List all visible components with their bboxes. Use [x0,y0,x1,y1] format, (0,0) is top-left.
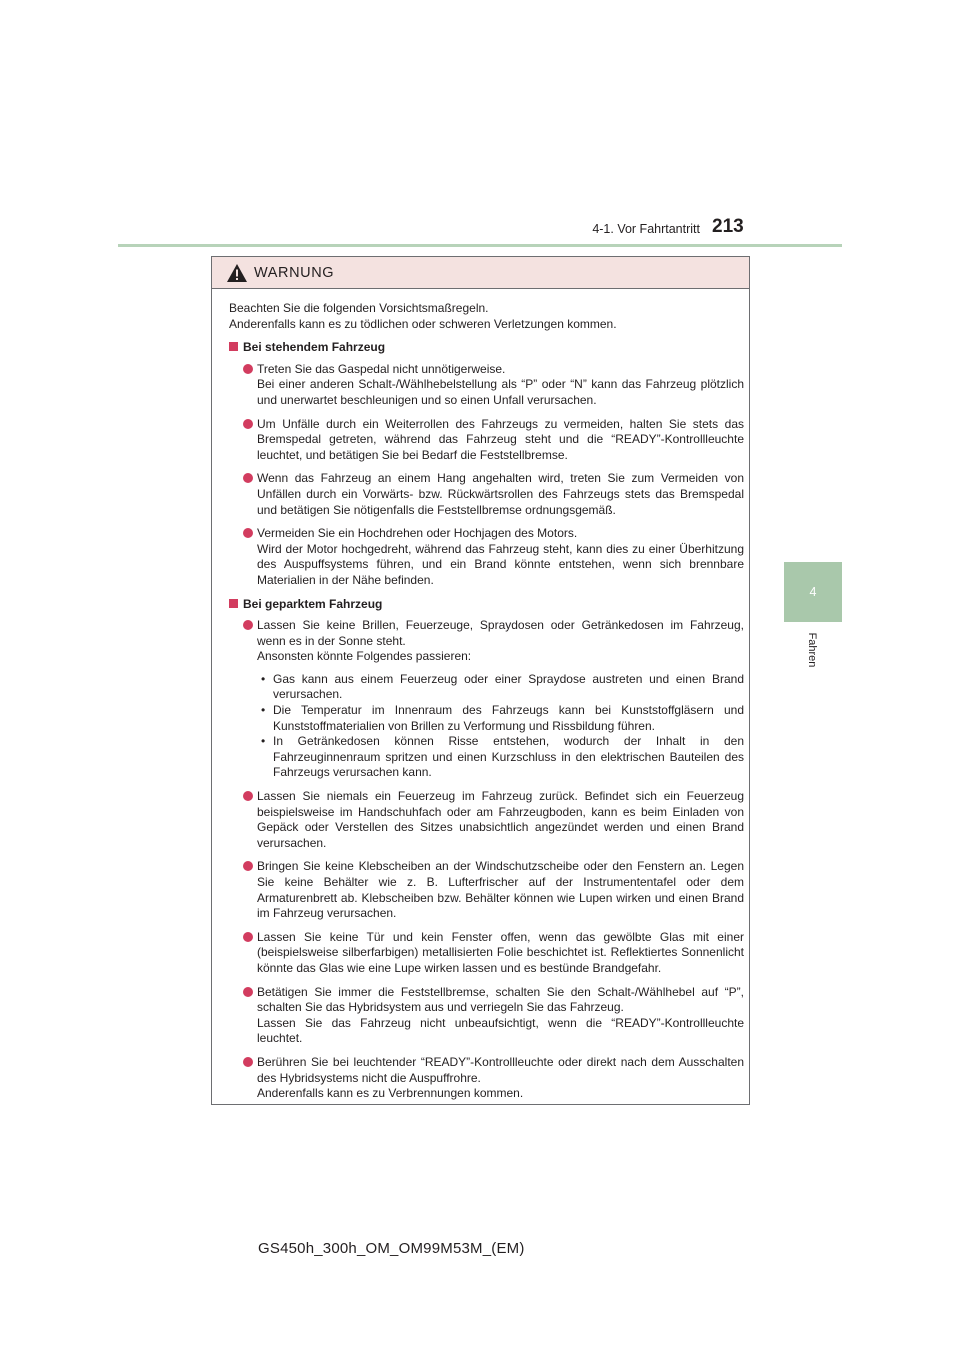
round-bullet-icon [243,987,253,997]
round-bullet-icon [243,861,253,871]
list-item: Lassen Sie niemals ein Feuerzeug im Fahrzeug zurück. Befindet sich ein Feuerzeug beispielsweise im Handschuhfach oder am Fahrzeugboden, kann es beim Einladen von Gepäck oder Verstellen des Sitzes unabsichtlich angezündet werden und einen Brand verursachen. [243,789,744,851]
round-bullet-icon [243,1057,253,1067]
header-rule [118,244,842,247]
round-bullet-icon [243,364,253,374]
round-bullet-icon [243,932,253,942]
round-bullet-icon [243,620,253,630]
sub-bullet: • Gas kann aus einem Feuerzeug oder einer Spraydose austreten und einen Brand verursachen. [261,672,744,703]
intro-line: Anderenfalls kann es zu tödlichen oder schweren Verletzungen kommen. [229,316,617,331]
list-item: Bringen Sie keine Klebscheiben an der Windschutzscheibe oder den Fenstern an. Legen Sie keine Behälter wie z. B. Lufterfrischer auf der Instrumententafel oder dem Armaturenbrett ab. Klebscheiben bzw. Behälter können wie Lupen wirken und einen Brand im Fahrzeug verursachen. [243,859,744,921]
section-heading-parked: Bei geparktem Fahrzeug [229,597,744,613]
sub-bullet: • Die Temperatur im Innenraum des Fahrzeugs kann bei Kunststoffgläsern und Kunststoffmaterialien von Brillen zu Verformung und Rissbildung führen. [261,703,744,734]
square-bullet-icon [229,599,238,608]
warning-body [229,301,744,1102]
warning-intro [229,301,744,332]
chapter-tab [784,562,842,622]
section-heading-stationary: Bei stehendem Fahrzeug [229,340,744,356]
list-item: Wenn das Fahrzeug an einem Hang angehalten wird, treten Sie zum Vermeiden von Unfällen durch ein Vorwärts- bzw. Rückwärtsrollen des Fahrzeugs stets das Bremspedal und betätigen Sie nötigenfalls die Feststellbremse ordnungsgemäß. [243,471,744,518]
sub-bullet: • In Getränkedosen können Risse entstehen, wodurch der Inhalt in den Fahrzeuginnenraum spritzen und einen Kurzschluss in den elektrischen Bauteilen des Fahrzeugs verursachen kann. [261,734,744,781]
warning-header [212,257,749,289]
list-parked [229,618,744,1102]
intro-line: Beachten Sie die folgenden Vorsichtsmaßregeln. [229,301,489,315]
section-title: 4-1. Vor Fahrtantritt [592,222,700,236]
warning-box [211,256,750,1105]
round-bullet-icon [243,791,253,801]
list-item: Lassen Sie keine Brillen, Feuerzeuge, Spraydosen oder Getränkedosen im Fahrzeug, wenn es in der Sonne steht. Ansonsten könnte Folgendes passieren: • Gas kann aus einem Feuerzeug oder einer Spraydose austreten und einen Brand verursachen. • Die Temperatur im Innenraum des Fahrzeugs kann bei Kunststoffgläsern und Kunststoffmaterialien von Brillen zu Verformung und Rissbildung führen. • In Getränkedosen können Risse entstehen, wodurch der Inhalt in den Fahrzeuginnenraum spritzen und einen Kurzschluss in den elektrischen Bauteilen des Fahrzeugs verursachen kann. [243,618,744,781]
chapter-label-wrap [796,632,828,672]
list-item: Treten Sie das Gaspedal nicht unnötigerweise. Bei einer anderen Schalt-/Wählhebelstellung als “P” oder “N” kann das Fahrzeug plötzlich und unerwartet beschleunigen und so einen Unfall verursachen. [243,362,744,409]
list-item: Lassen Sie keine Tür und kein Fenster offen, wenn das gewölbte Glas mit einer (beispielsweise silberfarbigen) metallisierten Folie beschichtet ist. Reflektiertes Sonnenlicht könnte das Glas wie eine Lupe wirken lassen und es bestünde Brandgefahr. [243,930,744,977]
chapter-number: 4 [809,585,817,599]
list-item: Berühren Sie bei leuchtender “READY”-Kontrollleuchte oder direkt nach dem Ausschalten des Hybridsystems nicht die Auspuffrohre. Anderenfalls kann es zu Verbrennungen kommen. [243,1055,744,1102]
document-code: GS450h_300h_OM_OM99M53M_(EM) [258,1240,525,1257]
page-number: 213 [712,216,744,237]
square-bullet-icon [229,342,238,351]
list-stationary [229,362,744,589]
chapter-label: Fahren [806,632,818,668]
list-item: Vermeiden Sie ein Hochdrehen oder Hochjagen des Motors. Wird der Motor hochgedreht, während das Fahrzeug steht, kann dies zu einer Überhitzung des Auspuffsystems führen, und ein Brand könnte entstehen, wenn sich brennbare Materialien in der Nähe befinden. [243,526,744,588]
round-bullet-icon [243,528,253,538]
round-bullet-icon [243,419,253,429]
list-item: Um Unfälle durch ein Weiterrollen des Fahrzeugs zu vermeiden, halten Sie stets das Bremspedal getreten, während das Fahrzeug steht und die “READY”-Kontrollleuchte leuchtet, und betätigen Sie bei Bedarf die Feststellbremse. [243,417,744,464]
sub-bullet-list [261,672,744,781]
round-bullet-icon [243,473,253,483]
warning-triangle-icon [226,263,248,283]
list-item: Betätigen Sie immer die Feststellbremse, schalten Sie den Schalt-/Wählhebel auf “P”, schalten Sie das Hybridsystem aus und verriegeln Sie das Fahrzeug. Lassen Sie das Fahrzeug nicht unbeaufsichtigt, wenn die “READY”-Kontrollleuchte leuchtet. [243,985,744,1047]
warning-title: WARNUNG [254,264,335,281]
